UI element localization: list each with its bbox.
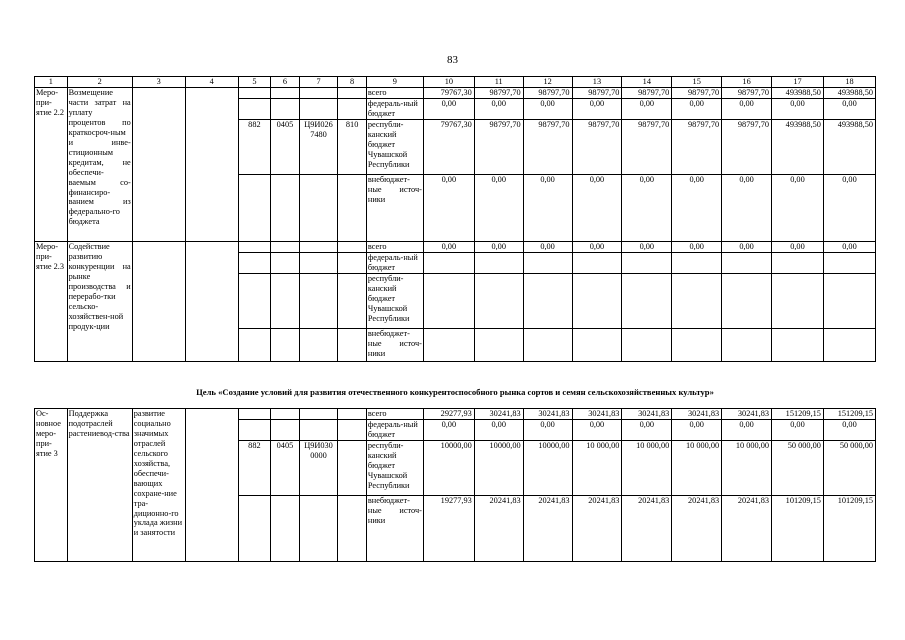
column-header: 4 [185,77,238,88]
value-cell: 0,00 [523,242,572,253]
value-cell: 20241,83 [474,496,523,562]
funding-source: федераль-ный бюджет [366,253,423,274]
value-cell: 10 000,00 [622,441,672,496]
column-header: 7 [299,77,338,88]
column-header: 18 [823,77,875,88]
value-cell: 98797,70 [572,120,622,175]
grbs-code: 882 [238,441,271,496]
target-cell [132,242,185,362]
value-cell: 0,00 [622,175,672,242]
value-cell: 79767,30 [423,120,474,175]
value-cell: 98797,70 [622,120,672,175]
measure-description: Содействие развитию конкуренции на рынке производства и перерабо-тки сельско-хозяйствен-ной продук-ции [67,242,132,362]
rz-code: 0405 [271,120,300,175]
column-header: 9 [366,77,423,88]
column-header: 2 [67,77,132,88]
csr-code: Ц9И026 7480 [299,120,338,175]
value-cell: 0,00 [622,242,672,253]
value-cell: 151209,15 [823,409,875,420]
value-cell: 101209,15 [772,496,824,562]
value-cell: 493988,50 [823,88,875,99]
value-cell: 0,00 [474,242,523,253]
value-cell: 151209,15 [772,409,824,420]
value-cell: 79767,30 [423,88,474,99]
column-header: 11 [474,77,523,88]
value-cell: 10 000,00 [572,441,622,496]
column-header: 15 [672,77,722,88]
value-cell: 98797,70 [672,88,722,99]
column-header: 16 [722,77,772,88]
value-cell: 0,00 [823,420,875,441]
value-cell: 0,00 [672,420,722,441]
table-row [35,409,876,420]
budget-table-goal [34,408,876,562]
value-cell: 0,00 [672,242,722,253]
value-cell: 10 000,00 [722,441,772,496]
target-cell: развитие социально значимых отраслей сельского хозяйства, обеспечи-вающих сохране-ние тра-диционно-го уклада жизни и занятости [132,409,185,562]
funding-source: всего [366,409,423,420]
value-cell: 19277,93 [423,496,474,562]
csr-code: Ц9И030 0000 [299,441,338,496]
value-cell: 98797,70 [474,120,523,175]
value-cell: 0,00 [772,99,824,120]
target-cell [132,88,185,242]
measure-description: Возмещение части затрат на уплату процентов по краткосроч-ным и инве-стиционным кредитам, не обеспечи-ваемым со-финансиро-ванием из федерально-го бюджета [67,88,132,242]
value-cell: 0,00 [772,242,824,253]
value-cell: 0,00 [523,175,572,242]
value-cell: 0,00 [672,175,722,242]
value-cell: 0,00 [772,420,824,441]
rz-code: 0405 [271,441,300,496]
column-header: 10 [423,77,474,88]
value-cell: 0,00 [722,420,772,441]
value-cell: 0,00 [423,175,474,242]
value-cell: 30241,83 [622,409,672,420]
funding-source: республи-канский бюджет Чувашской Республики [366,120,423,175]
column-header: 13 [572,77,622,88]
value-cell: 29277,93 [423,409,474,420]
column-header: 5 [238,77,271,88]
value-cell: 0,00 [474,175,523,242]
goal-heading: Цель «Создание условий для развития отечественного конкурентоспособного рынка сортов и семян сельскохозяйственных культур» [196,387,714,397]
value-cell: 50 000,00 [772,441,824,496]
value-cell: 20241,83 [523,496,572,562]
value-cell: 493988,50 [772,120,824,175]
funding-source: внебюджет-ные источ-ники [366,329,423,362]
value-cell: 0,00 [572,242,622,253]
value-cell: 98797,70 [672,120,722,175]
funding-source: всего [366,88,423,99]
value-cell: 50 000,00 [823,441,875,496]
column-header: 14 [622,77,672,88]
column-header: 6 [271,77,300,88]
value-cell: 0,00 [672,99,722,120]
value-cell: 0,00 [823,99,875,120]
column-header: 1 [35,77,68,88]
value-cell: 20241,83 [672,496,722,562]
executor-cell [185,242,238,362]
page-number: 83 [447,54,458,66]
value-cell: 20241,83 [722,496,772,562]
value-cell: 10000,00 [474,441,523,496]
budget-table [34,76,876,362]
funding-source: федераль-ный бюджет [366,420,423,441]
funding-source: федераль-ный бюджет [366,99,423,120]
measure-title: Меро-при-ятие 2.3 [35,242,68,362]
value-cell: 0,00 [423,99,474,120]
funding-source: внебюджет-ные источ-ники [366,496,423,562]
value-cell: 0,00 [523,99,572,120]
value-cell: 30241,83 [572,409,622,420]
value-cell: 20241,83 [622,496,672,562]
value-cell: 30241,83 [523,409,572,420]
funding-source: внебюджет-ные источ-ники [366,175,423,242]
value-cell: 10000,00 [423,441,474,496]
column-header: 12 [523,77,572,88]
column-header: 3 [132,77,185,88]
value-cell: 0,00 [572,420,622,441]
value-cell: 98797,70 [722,120,772,175]
table-row [35,88,876,99]
vr-code: 810 [338,120,367,175]
column-header: 17 [772,77,824,88]
measure-title: Ос-новное меро-при-ятие 3 [35,409,68,562]
value-cell: 98797,70 [523,120,572,175]
grbs-code: 882 [238,120,271,175]
value-cell: 101209,15 [823,496,875,562]
value-cell: 0,00 [423,242,474,253]
value-cell: 0,00 [474,420,523,441]
column-number-row [35,77,876,88]
measure-title: Меро-при-ятие 2.2 [35,88,68,242]
value-cell: 0,00 [622,420,672,441]
value-cell: 0,00 [722,175,772,242]
value-cell: 0,00 [523,420,572,441]
value-cell: 30241,83 [474,409,523,420]
column-header: 8 [338,77,367,88]
value-cell: 0,00 [622,99,672,120]
value-cell: 0,00 [772,175,824,242]
value-cell: 493988,50 [823,120,875,175]
value-cell: 493988,50 [772,88,824,99]
value-cell: 0,00 [572,175,622,242]
value-cell: 0,00 [823,175,875,242]
value-cell: 0,00 [572,99,622,120]
value-cell: 0,00 [423,420,474,441]
value-cell: 98797,70 [572,88,622,99]
value-cell: 30241,83 [722,409,772,420]
value-cell: 0,00 [823,242,875,253]
value-cell: 98797,70 [523,88,572,99]
value-cell: 30241,83 [672,409,722,420]
table-row [35,242,876,253]
value-cell: 0,00 [474,99,523,120]
value-cell: 10 000,00 [672,441,722,496]
executor-cell [185,88,238,242]
value-cell: 20241,83 [572,496,622,562]
value-cell: 98797,70 [622,88,672,99]
measure-description: Поддержка подотраслей растениевод-ства [67,409,132,562]
funding-source: республи-канский бюджет Чувашской Республики [366,274,423,329]
value-cell: 98797,70 [722,88,772,99]
value-cell: 0,00 [722,242,772,253]
funding-source: всего [366,242,423,253]
value-cell: 10000,00 [523,441,572,496]
funding-source: республи-канский бюджет Чувашской Республики [366,441,423,496]
value-cell: 98797,70 [474,88,523,99]
executor-cell [185,409,238,562]
value-cell: 0,00 [722,99,772,120]
